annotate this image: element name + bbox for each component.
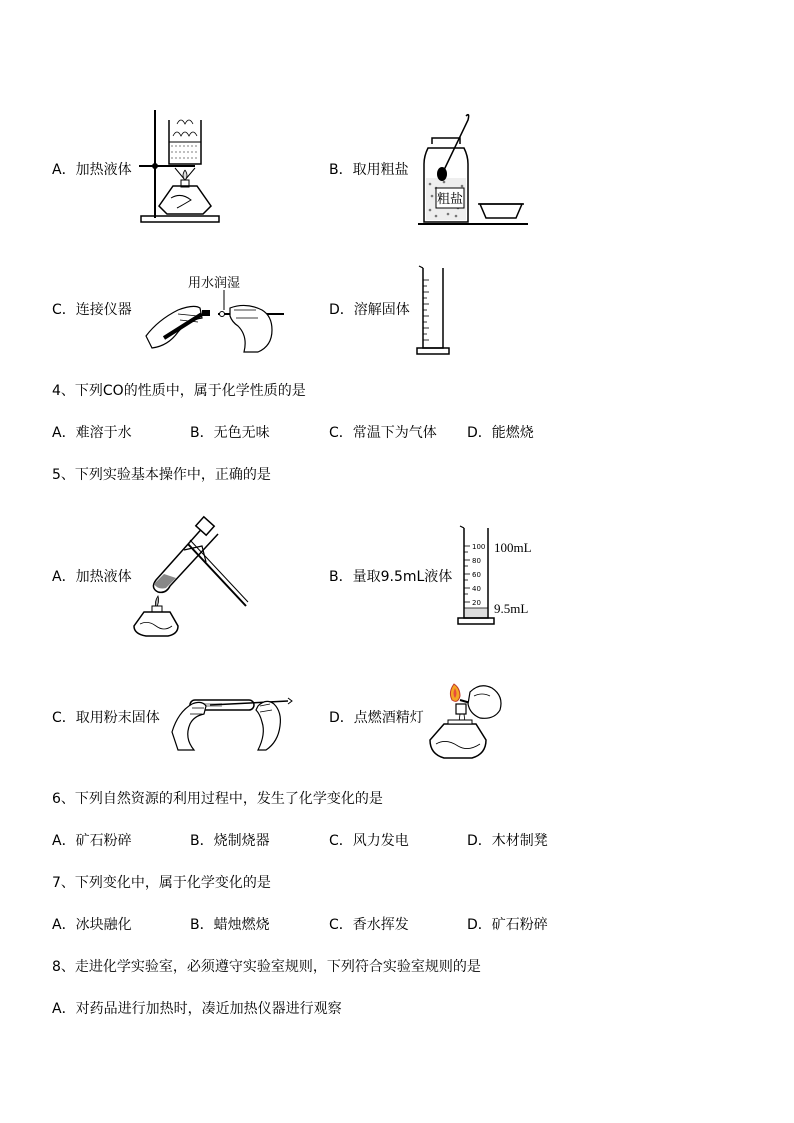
- wet-with-water-label: 用水润湿: [188, 276, 241, 291]
- q4-stem: 4、下列CO的性质中，属于化学性质的是: [52, 383, 306, 399]
- cylinder-tick-label: 60: [472, 571, 481, 579]
- q7-option-d: D．矿石粉碎: [467, 917, 548, 933]
- q6-stem: 6、下列自然资源的利用过程中，发生了化学变化的是: [52, 791, 383, 807]
- cylinder-capacity-label: 100mL: [494, 540, 532, 555]
- q8-stem: 8、走进化学实验室，必须遵守实验室规则，下列符合实验室规则的是: [52, 959, 481, 975]
- coarse-salt-jar-figure: [418, 112, 528, 227]
- q6-option-c: C．风力发电: [329, 833, 409, 849]
- q3-option-a: A．加热液体: [52, 162, 132, 178]
- cylinder-tick-label: 40: [472, 585, 481, 593]
- heating-test-tube-figure: [128, 518, 253, 640]
- connecting-apparatus-figure: [138, 270, 288, 355]
- heating-liquid-beaker-figure: [135, 106, 225, 226]
- q5-option-b: B．量取9.5mL液体: [329, 569, 453, 585]
- lighting-alcohol-lamp-figure: [418, 674, 508, 762]
- q4-option-d: D．能燃烧: [467, 425, 534, 441]
- q7-option-c: C．香水挥发: [329, 917, 409, 933]
- powder-solid-figure: [170, 688, 295, 753]
- q4-option-b: B．无色无味: [190, 425, 270, 441]
- q5-option-a: A．加热液体: [52, 569, 132, 585]
- q6-option-b: B．烧制烧器: [190, 833, 270, 849]
- q3-option-b: B．取用粗盐: [329, 162, 409, 178]
- q5-stem: 5、下列实验基本操作中，正确的是: [52, 467, 271, 483]
- cylinder-tick-label: 20: [472, 599, 481, 607]
- cylinder-reading-label: 9.5mL: [494, 601, 529, 616]
- q7-option-a: A．冰块融化: [52, 917, 132, 933]
- q4-option-a: A．难溶于水: [52, 425, 132, 441]
- dissolving-graduated-cylinder-figure: [413, 266, 453, 358]
- q5-option-d: D．点燃酒精灯: [329, 710, 424, 726]
- measuring-cylinder-figure: [456, 524, 546, 629]
- q7-stem: 7、下列变化中，属于化学变化的是: [52, 875, 271, 891]
- cylinder-tick-label: 80: [472, 557, 481, 565]
- q6-option-a: A．矿石粉碎: [52, 833, 132, 849]
- q4-option-c: C．常温下为气体: [329, 425, 437, 441]
- q3-option-d: D．溶解固体: [329, 302, 410, 318]
- q3-option-c: C．连接仪器: [52, 302, 132, 318]
- q5-option-c: C．取用粉末固体: [52, 710, 160, 726]
- cylinder-tick-label: 100: [472, 543, 486, 551]
- q6-option-d: D．木材制凳: [467, 833, 548, 849]
- q8-option-a: A．对药品进行加热时，凑近加热仪器进行观察: [52, 1001, 342, 1017]
- q7-option-b: B．蜡烛燃烧: [190, 917, 270, 933]
- salt-jar-label: 粗盐: [436, 192, 464, 207]
